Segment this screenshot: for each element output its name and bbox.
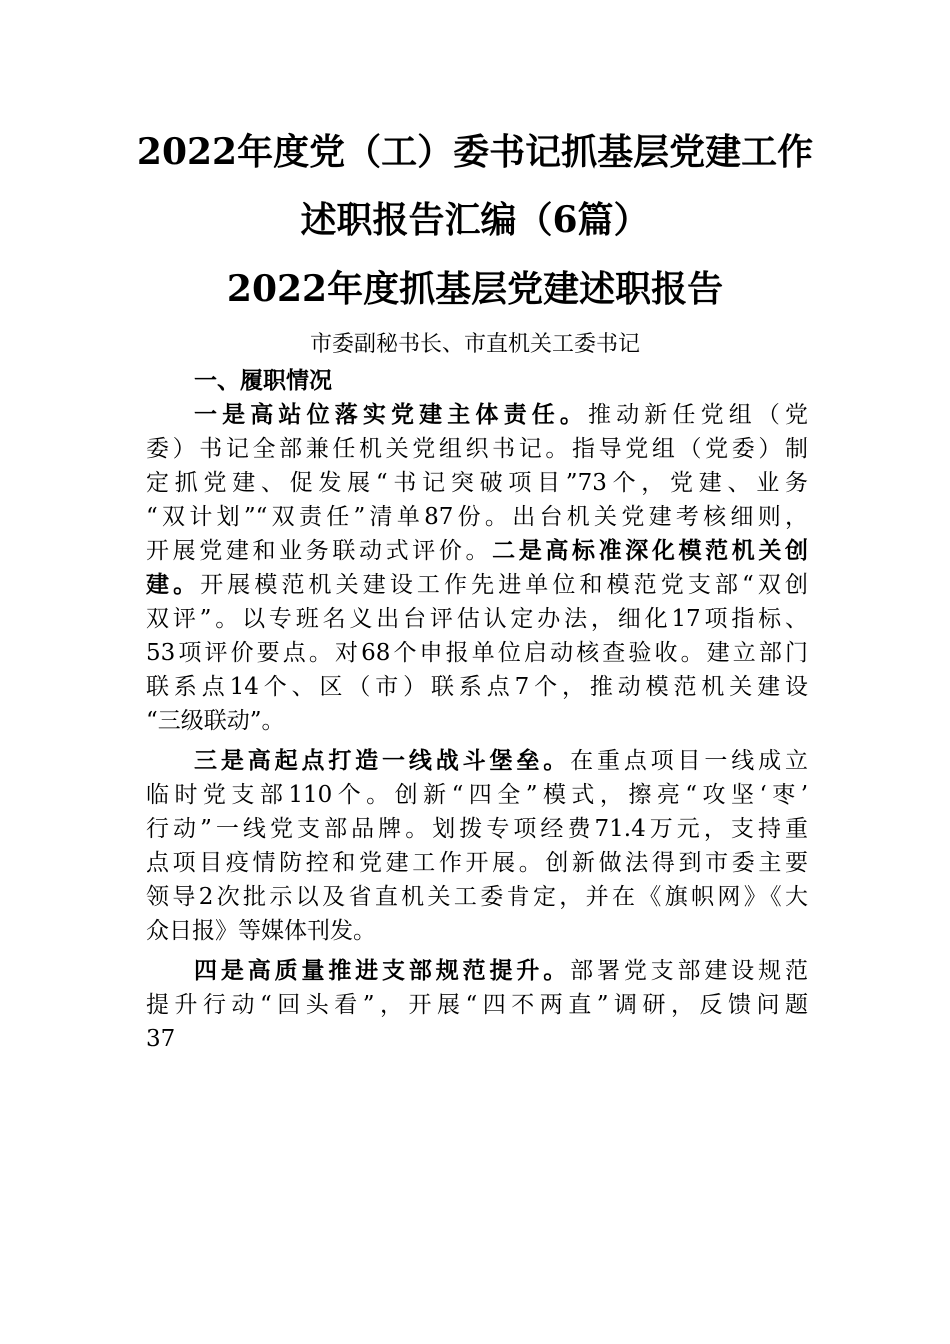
text-run: 部署党支部建设规范 — [570, 958, 809, 984]
body-line: 委）书记全部兼任机关党组织书记。指导党组（党委）制 — [146, 436, 808, 462]
body-line — [146, 534, 808, 568]
text-run: 开展党建和业务联动式评价。 — [146, 538, 493, 564]
document-title-line-1: 2022年度党（工）委书记抓基层党建工作 — [136, 131, 814, 173]
bold-lead: 四是高质量推进支部规范提升。 — [194, 957, 571, 984]
text-run: 在重点项目一线成立 — [570, 748, 809, 774]
body-line: 点项目疫情防控和党建工作开展。创新做法得到市委主要 — [146, 850, 808, 876]
bold-lead: 一是高站位落实党建主体责任。 — [194, 401, 588, 428]
body-line: 联系点14个、区（市）联系点7个，推动模范机关建设 — [146, 674, 808, 700]
body-line — [146, 568, 808, 602]
bold-lead: 二是高标准深化模范机关创 — [492, 537, 808, 564]
body-line: 双评”。以专班名义出台评估认定办法，细化17项指标、 — [146, 606, 808, 632]
body-line: “三级联动”。 — [146, 708, 285, 734]
body-line: 领导2次批示以及省直机关工委肯定，并在《旗帜网》《大 — [146, 884, 808, 910]
text-run: 开展模范机关建设工作先进单位和模范党支部“双创 — [200, 572, 808, 598]
body-line — [194, 744, 808, 778]
bold-lead: 三是高起点打造一线战斗堡垒。 — [194, 747, 571, 774]
section-heading: 一、履职情况 — [194, 368, 332, 394]
body-line: “双计划”“双责任”清单87份。出台机关党建考核细则， — [146, 504, 808, 530]
body-line: 提升行动“回头看”，开展“四不两直”调研，反馈问题 — [146, 992, 808, 1018]
document-subtitle: 2022年度抓基层党建述职报告 — [226, 268, 724, 310]
text-run: 推动新任党组（党 — [588, 402, 809, 428]
document-title-line-2: 述职报告汇编（6篇） — [300, 199, 650, 241]
body-line: 37 — [146, 1026, 176, 1052]
body-line: 53项评价要点。对68个申报单位启动核查验收。建立部门 — [146, 640, 808, 666]
body-line — [194, 398, 808, 432]
author-line: 市委副秘书长、市直机关工委书记 — [309, 332, 640, 357]
body-line: 众日报》等媒体刊发。 — [146, 918, 376, 944]
body-line: 定抓党建、促发展“书记突破项目”73个，党建、业务 — [146, 470, 808, 496]
body-line: 临时党支部110个。创新“四全”模式，擦亮“攻坚‘枣’ — [146, 782, 808, 808]
body-line: 行动”一线党支部品牌。划拨专项经费71.4万元，支持重 — [146, 816, 808, 842]
bold-lead: 建。 — [146, 571, 201, 598]
body-line — [194, 954, 808, 988]
